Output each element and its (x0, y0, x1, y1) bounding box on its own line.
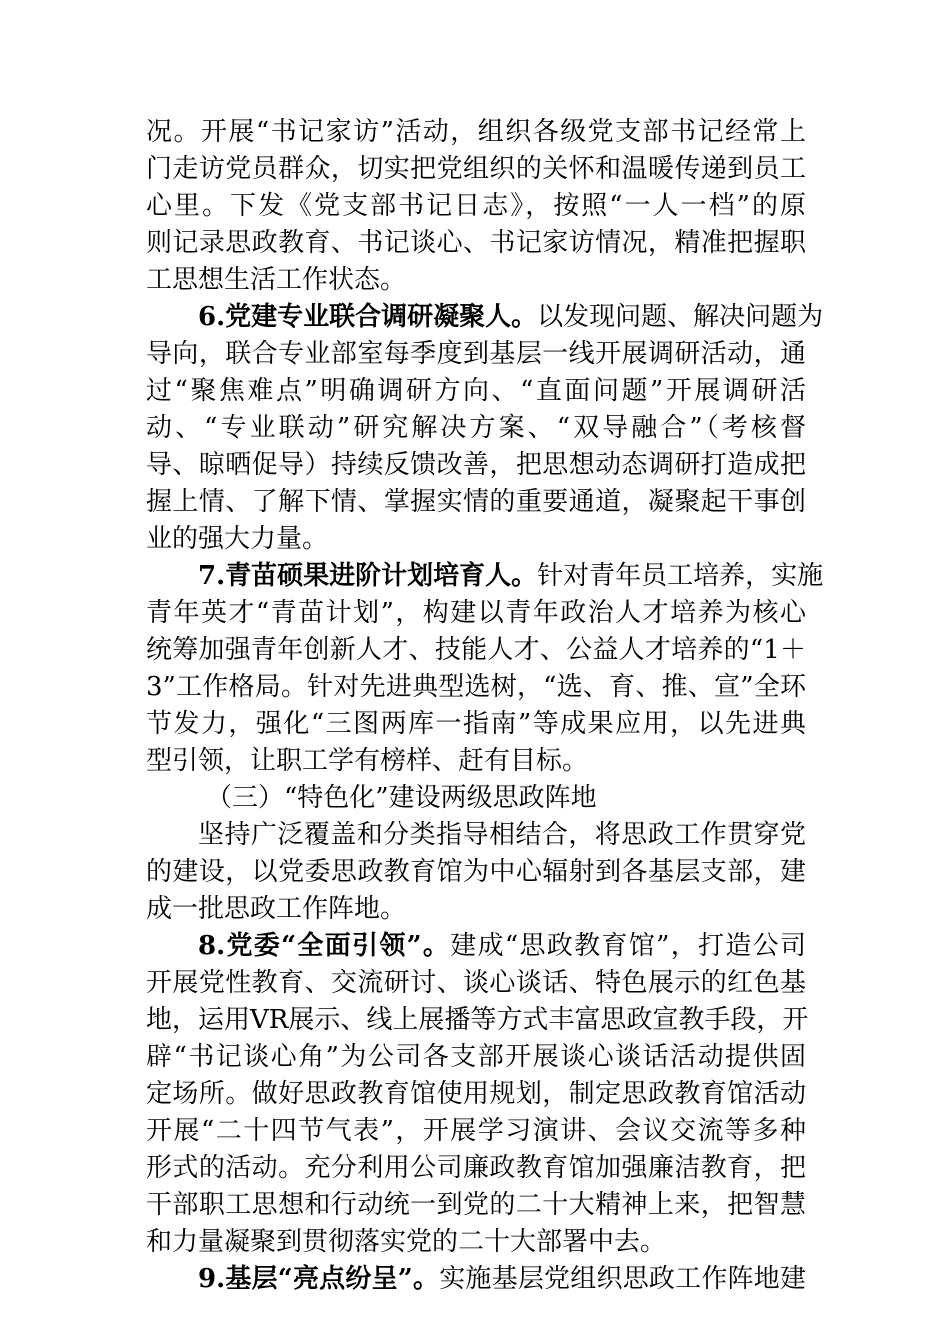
paragraph-heading: 6.党建专业联合调研凝聚人。 (198, 302, 538, 332)
text-line: 则记录思政教育、书记谈心、书记家访情况，精准把握职 (146, 228, 806, 258)
text-line: 业的强大力量。 (146, 524, 329, 554)
text-line: 形式的活动。充分利用公司廉政教育馆加强廉洁教育，把 (146, 1153, 806, 1183)
paragraph-heading: 7.青苗硕果进阶计划培育人。 (198, 561, 538, 591)
text-line: 节发力，强化“三图两库一指南”等成果应用，以先进典 (146, 709, 806, 739)
text-line: 型引领，让职工学有榜样、赶有目标。 (146, 746, 589, 776)
paragraph-section-3 (146, 817, 806, 928)
paragraph-text: 建成“思政教育馆”，打造公司 (450, 931, 806, 961)
paragraph-6 (146, 299, 824, 558)
paragraph-9 (146, 1261, 806, 1298)
paragraph-first-line (146, 299, 824, 336)
text-line: 握上情、了解下情、掌握实情的重要通道，凝聚起干事创 (146, 487, 806, 517)
text-line: 导、晾晒促导）持续反馈改善，把思想动态调研打造成把 (146, 450, 806, 480)
text-line: 的建设，以党委思政教育馆为中心辐射到各基层支部，建 (146, 857, 806, 887)
text-line: 辟“书记谈心角”为公司各支部开展谈心谈话活动提供固 (146, 1042, 806, 1072)
text-line: 过“聚焦难点”明确调研方向、“直面问题”开展调研活 (146, 376, 806, 406)
text-line: 况。开展“书记家访”活动，组织各级党支部书记经常上 (146, 117, 806, 147)
paragraph-text: 以发现问题、解决问题为 (537, 302, 824, 332)
text-line: 统筹加强青年创新人才、技能人才、公益人才培养的“1＋ (146, 635, 806, 665)
section-heading: （三）“特色化”建设两级思政阵地 (206, 783, 597, 813)
text-line: 干部职工思想和行动统一到党的二十大精神上来，把智慧 (146, 1190, 806, 1220)
text-line: 工思想生活工作状态。 (146, 265, 407, 295)
paragraph-8 (146, 928, 809, 1261)
text-line: 青年英才“青苗计划”，构建以青年政治人才培养为核心 (146, 598, 806, 628)
text-line: 心里。下发《党支部书记日志》，按照“一人一档”的原 (146, 191, 806, 221)
text-line: 开展党性教育、交流研讨、谈心谈话、特色展示的红色基 (146, 968, 806, 998)
text-line: 成一批思政工作阵地。 (146, 894, 407, 924)
text-line: 动、“专业联动”研究解决方案、“双导融合”（考核督 (146, 413, 806, 443)
paragraph-7 (146, 558, 824, 780)
text-line: 定场所。做好思政教育馆使用规划，制定思政教育馆活动 (146, 1079, 806, 1109)
text-line: 门走访党员群众，切实把党组织的关怀和温暖传递到员工 (146, 154, 806, 184)
paragraph-intro (146, 114, 806, 299)
text-line: 开展“二十四节气表”，开展学习演讲、会议交流等多种 (146, 1116, 806, 1146)
text-line: 和力量凝聚到贯彻落实党的二十大部署中去。 (146, 1227, 667, 1257)
paragraph-heading: 8.党委“全面引领”。 (198, 931, 451, 961)
paragraph-first-line: 坚持广泛覆盖和分类指导相结合，将思政工作贯穿党 (198, 820, 806, 850)
paragraph-first-line (146, 928, 806, 965)
paragraph-text: 针对青年员工培养，实施 (537, 561, 824, 591)
text-line: 导向，联合专业部室每季度到基层一线开展调研活动，通 (146, 339, 806, 369)
paragraph-first-line (146, 558, 824, 595)
paragraph-text: 实施基层党组织思政工作阵地建 (439, 1264, 806, 1294)
document-body (146, 114, 824, 1298)
paragraph-heading: 9.基层“亮点纷呈”。 (198, 1264, 440, 1294)
paragraph-first-line (146, 1261, 806, 1298)
text-line: 地，运用VR展示、线上展播等方式丰富思政宣教手段，开 (146, 1005, 809, 1035)
text-line: 3”工作格局。针对先进典型选树，“选、育、推、宣”全环 (146, 672, 806, 702)
